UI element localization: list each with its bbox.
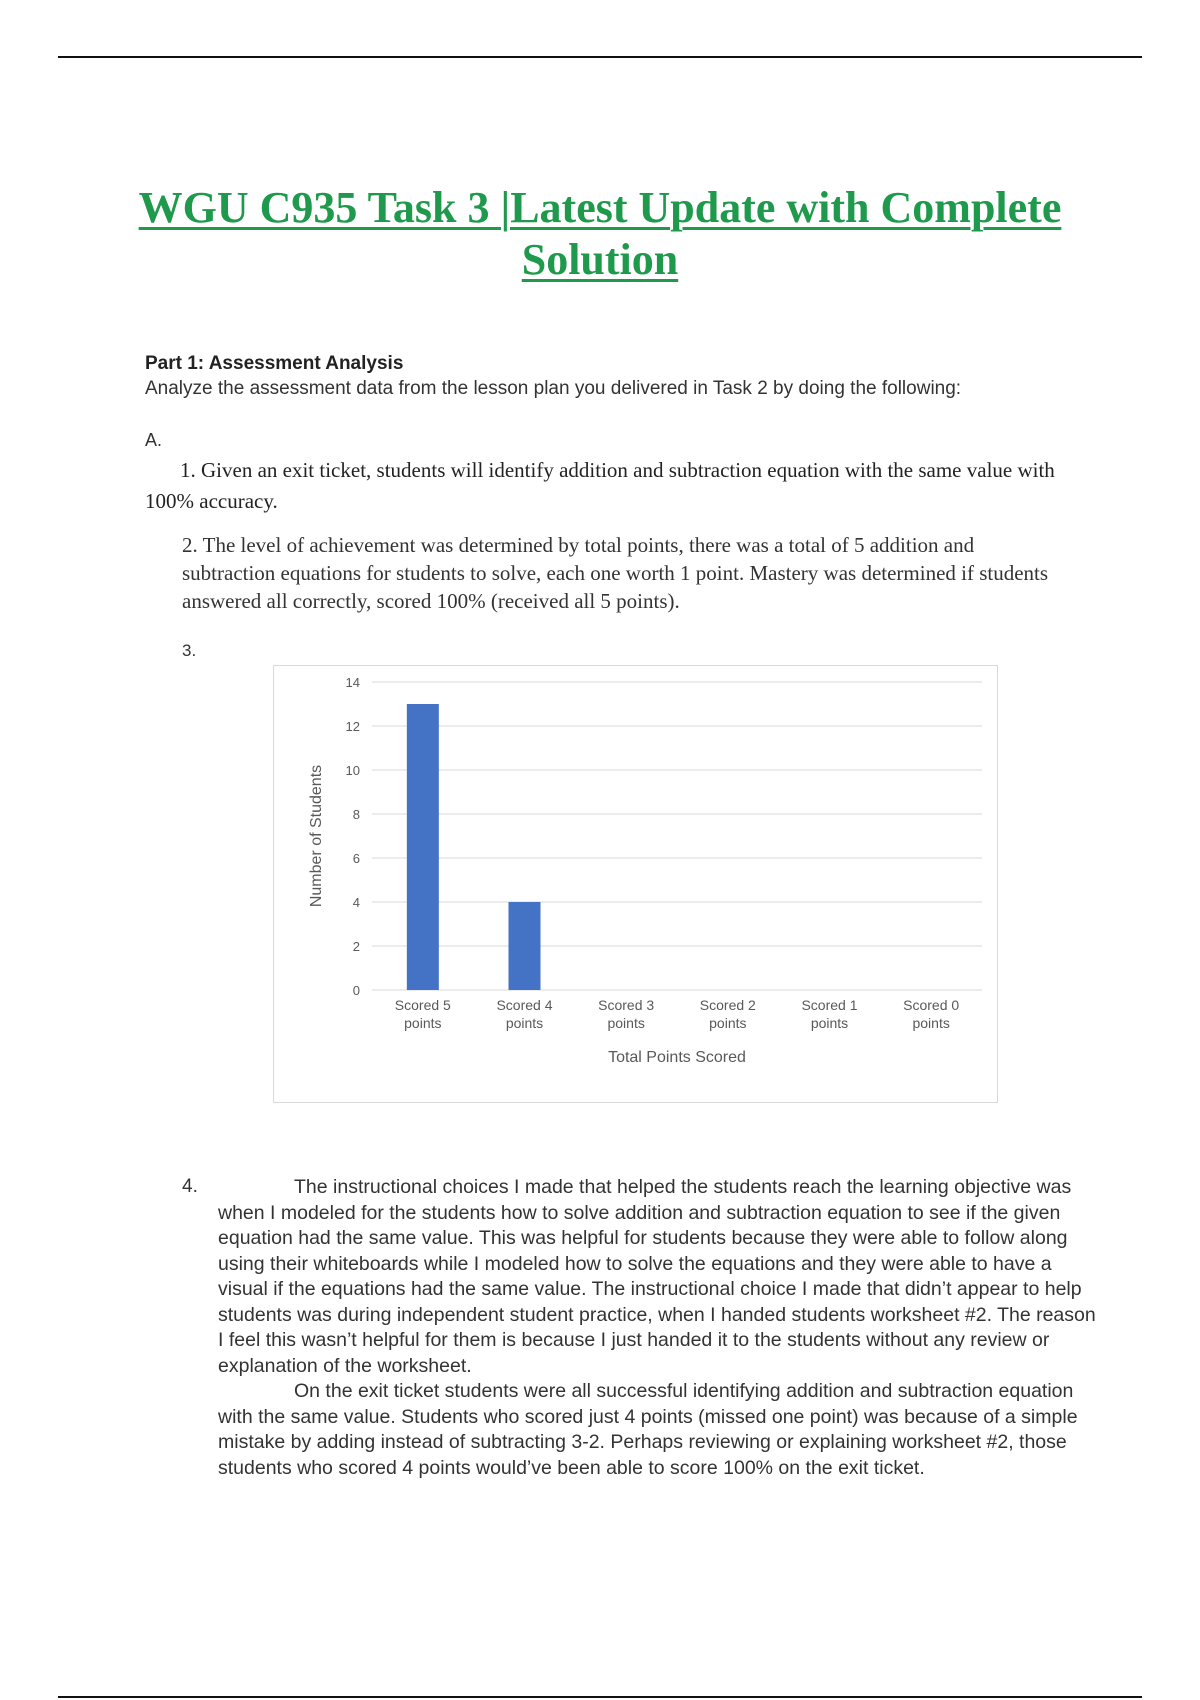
item-1-text: 1. Given an exit ticket, students will identify addition and subtraction equation with the same value with 100% accuracy.: [145, 458, 1055, 513]
y-axis-title: Number of Students: [308, 764, 325, 908]
y-tick-label: 8: [352, 807, 360, 822]
item-4-body: [218, 1175, 1100, 1481]
x-tick-label: points: [709, 1015, 747, 1031]
chart-svg: [274, 666, 997, 1102]
x-tick-label: Scored 3: [598, 997, 655, 1013]
x-tick-label: Scored 1: [801, 997, 858, 1013]
x-tick-label: points: [912, 1015, 950, 1031]
x-tick-label: Scored 4: [496, 997, 553, 1013]
x-tick-label: Scored 5: [394, 997, 451, 1013]
x-tick-label: points: [404, 1015, 442, 1031]
y-tick-label: 6: [352, 851, 360, 866]
item-4-number: 4.: [182, 1176, 198, 1197]
x-tick-label: points: [505, 1015, 544, 1031]
top-rule: [58, 56, 1142, 58]
item-4-paragraph-1: The instructional choices I made that helped the students reach the learning objective was when I modeled for the students how to solve addition and subtraction equation to see if the given equation had the same value. This was helpful for students because they were able to follow along using their whiteboards while I modeled how to solve the equations and they were able to have a visual if the equations had the same value. The instructional choice I made that didn’t appear to help students was during independent student practice, when I handed students worksheet #2. The reason I feel this wasn’t helpful for them is because I just handed it to the students without any review or explanation of the worksheet.: [218, 1176, 1096, 1377]
x-axis-title: Total Points Scored: [608, 1049, 746, 1066]
x-tick-label: points: [607, 1015, 645, 1031]
x-tick-label: Scored 2: [699, 997, 756, 1013]
intro-text: Analyze the assessment data from the lesson plan you delivered in Task 2 by doing the following:: [145, 378, 962, 399]
bar: [407, 704, 439, 990]
y-tick-label: 0: [352, 983, 360, 998]
y-tick-label: 2: [352, 939, 360, 954]
y-tick-label: 12: [345, 719, 360, 734]
item-3-number: 3.: [182, 641, 197, 660]
x-tick-label: Scored 0: [903, 997, 960, 1013]
y-tick-label: 10: [345, 763, 360, 778]
bar-chart: [273, 665, 998, 1103]
x-tick-label: points: [810, 1015, 849, 1031]
section-label: A.: [145, 430, 163, 450]
bar: [509, 902, 541, 990]
part-heading: Part 1: Assessment Analysis: [145, 353, 404, 374]
document-title: [80, 182, 1120, 286]
y-tick-label: 14: [345, 675, 360, 690]
document-title-text: WGU C935 Task 3 |Latest Update with Complete Solution: [138, 183, 1062, 284]
y-tick-label: 4: [352, 895, 360, 910]
item-4-paragraph-2: On the exit ticket students were all successful identifying addition and subtraction equation with the same value. Students who scored just 4 points (missed one point) was because of a simple mistake by adding instead of subtracting 3-2. Perhaps reviewing or explaining worksheet #2, those students who scored 4 points would’ve been able to score 100% on the exit ticket.: [218, 1380, 1078, 1479]
bottom-rule: [58, 1696, 1142, 1698]
item-2-text: 2. The level of achievement was determined by total points, there was a total of 5 addition and subtraction equations for students to solve, each one worth 1 point. Mastery was determined if students answered all correctly, scored 100% (received all 5 points).: [182, 533, 1049, 613]
